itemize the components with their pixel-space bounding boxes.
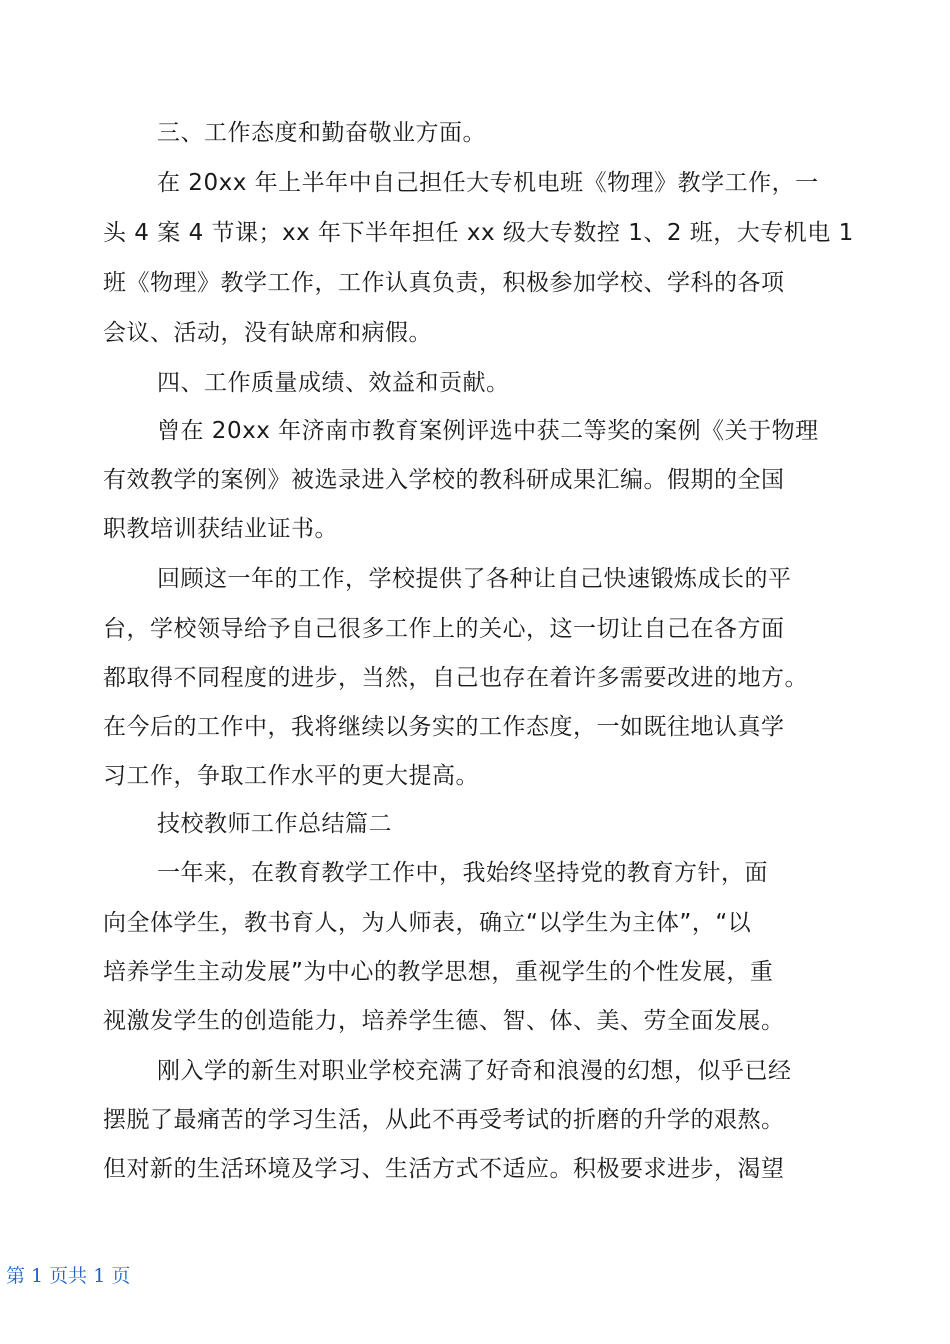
paragraph-line: 但对新的生活环境及学习、生活方式不适应。积极要求进步，渴望 <box>103 1156 785 1182</box>
paragraph-line: 在今后的工作中，我将继续以务实的工作态度，一如既往地认真学 <box>103 714 785 740</box>
paragraph-line: 曾在 20xx 年济南市教育案例评选中获二等奖的案例《关于物理 <box>157 418 819 444</box>
paragraph-line: 头 4 案 4 节课；xx 年下半年担任 xx 级大专数控 1、2 班，大专机电 1 <box>103 220 854 246</box>
paragraph-line: 在 20xx 年上半年中自己担任大专机电班《物理》教学工作，一 <box>157 170 819 196</box>
paragraph-line: 向全体学生，教书育人，为人师表，确立“以学生为主体”，“以 <box>103 910 752 936</box>
paragraph-line: 培养学生主动发展”为中心的教学思想，重视学生的个性发展，重 <box>103 959 774 985</box>
page-number-footer: 第 1 页共 1 页 <box>6 1265 131 1287</box>
paragraph-line: 回顾这一年的工作，学校提供了各种让自己快速锻炼成长的平 <box>157 566 792 592</box>
paragraph-line: 职教培训获结业证书。 <box>103 516 338 542</box>
paragraph-line: 台，学校领导给予自己很多工作上的关心，这一切让自己在各方面 <box>103 616 785 642</box>
article-title: 技校教师工作总结篇二 <box>157 811 392 837</box>
paragraph-line: 摆脱了最痛苦的学习生活，从此不再受考试的折磨的升学的艰熬。 <box>103 1107 785 1133</box>
paragraph-line: 会议、活动，没有缺席和病假。 <box>103 320 432 346</box>
paragraph-line: 有效教学的案例》被选录进入学校的教科研成果汇编。假期的全国 <box>103 467 785 493</box>
section-heading-3: 三、工作态度和勤奋敬业方面。 <box>157 120 486 146</box>
section-heading-4: 四、工作质量成绩、效益和贡献。 <box>157 370 510 396</box>
paragraph-line: 视激发学生的创造能力，培养学生德、智、体、美、劳全面发展。 <box>103 1008 785 1034</box>
paragraph-line: 刚入学的新生对职业学校充满了好奇和浪漫的幻想，似乎已经 <box>157 1058 792 1084</box>
paragraph-line: 习工作，争取工作水平的更大提高。 <box>103 763 479 789</box>
paragraph-line: 班《物理》教学工作，工作认真负责，积极参加学校、学科的各项 <box>103 270 785 296</box>
paragraph-line: 都取得不同程度的进步，当然，自己也存在着许多需要改进的地方。 <box>103 665 808 691</box>
paragraph-line: 一年来，在教育教学工作中，我始终坚持党的教育方针，面 <box>157 860 768 886</box>
